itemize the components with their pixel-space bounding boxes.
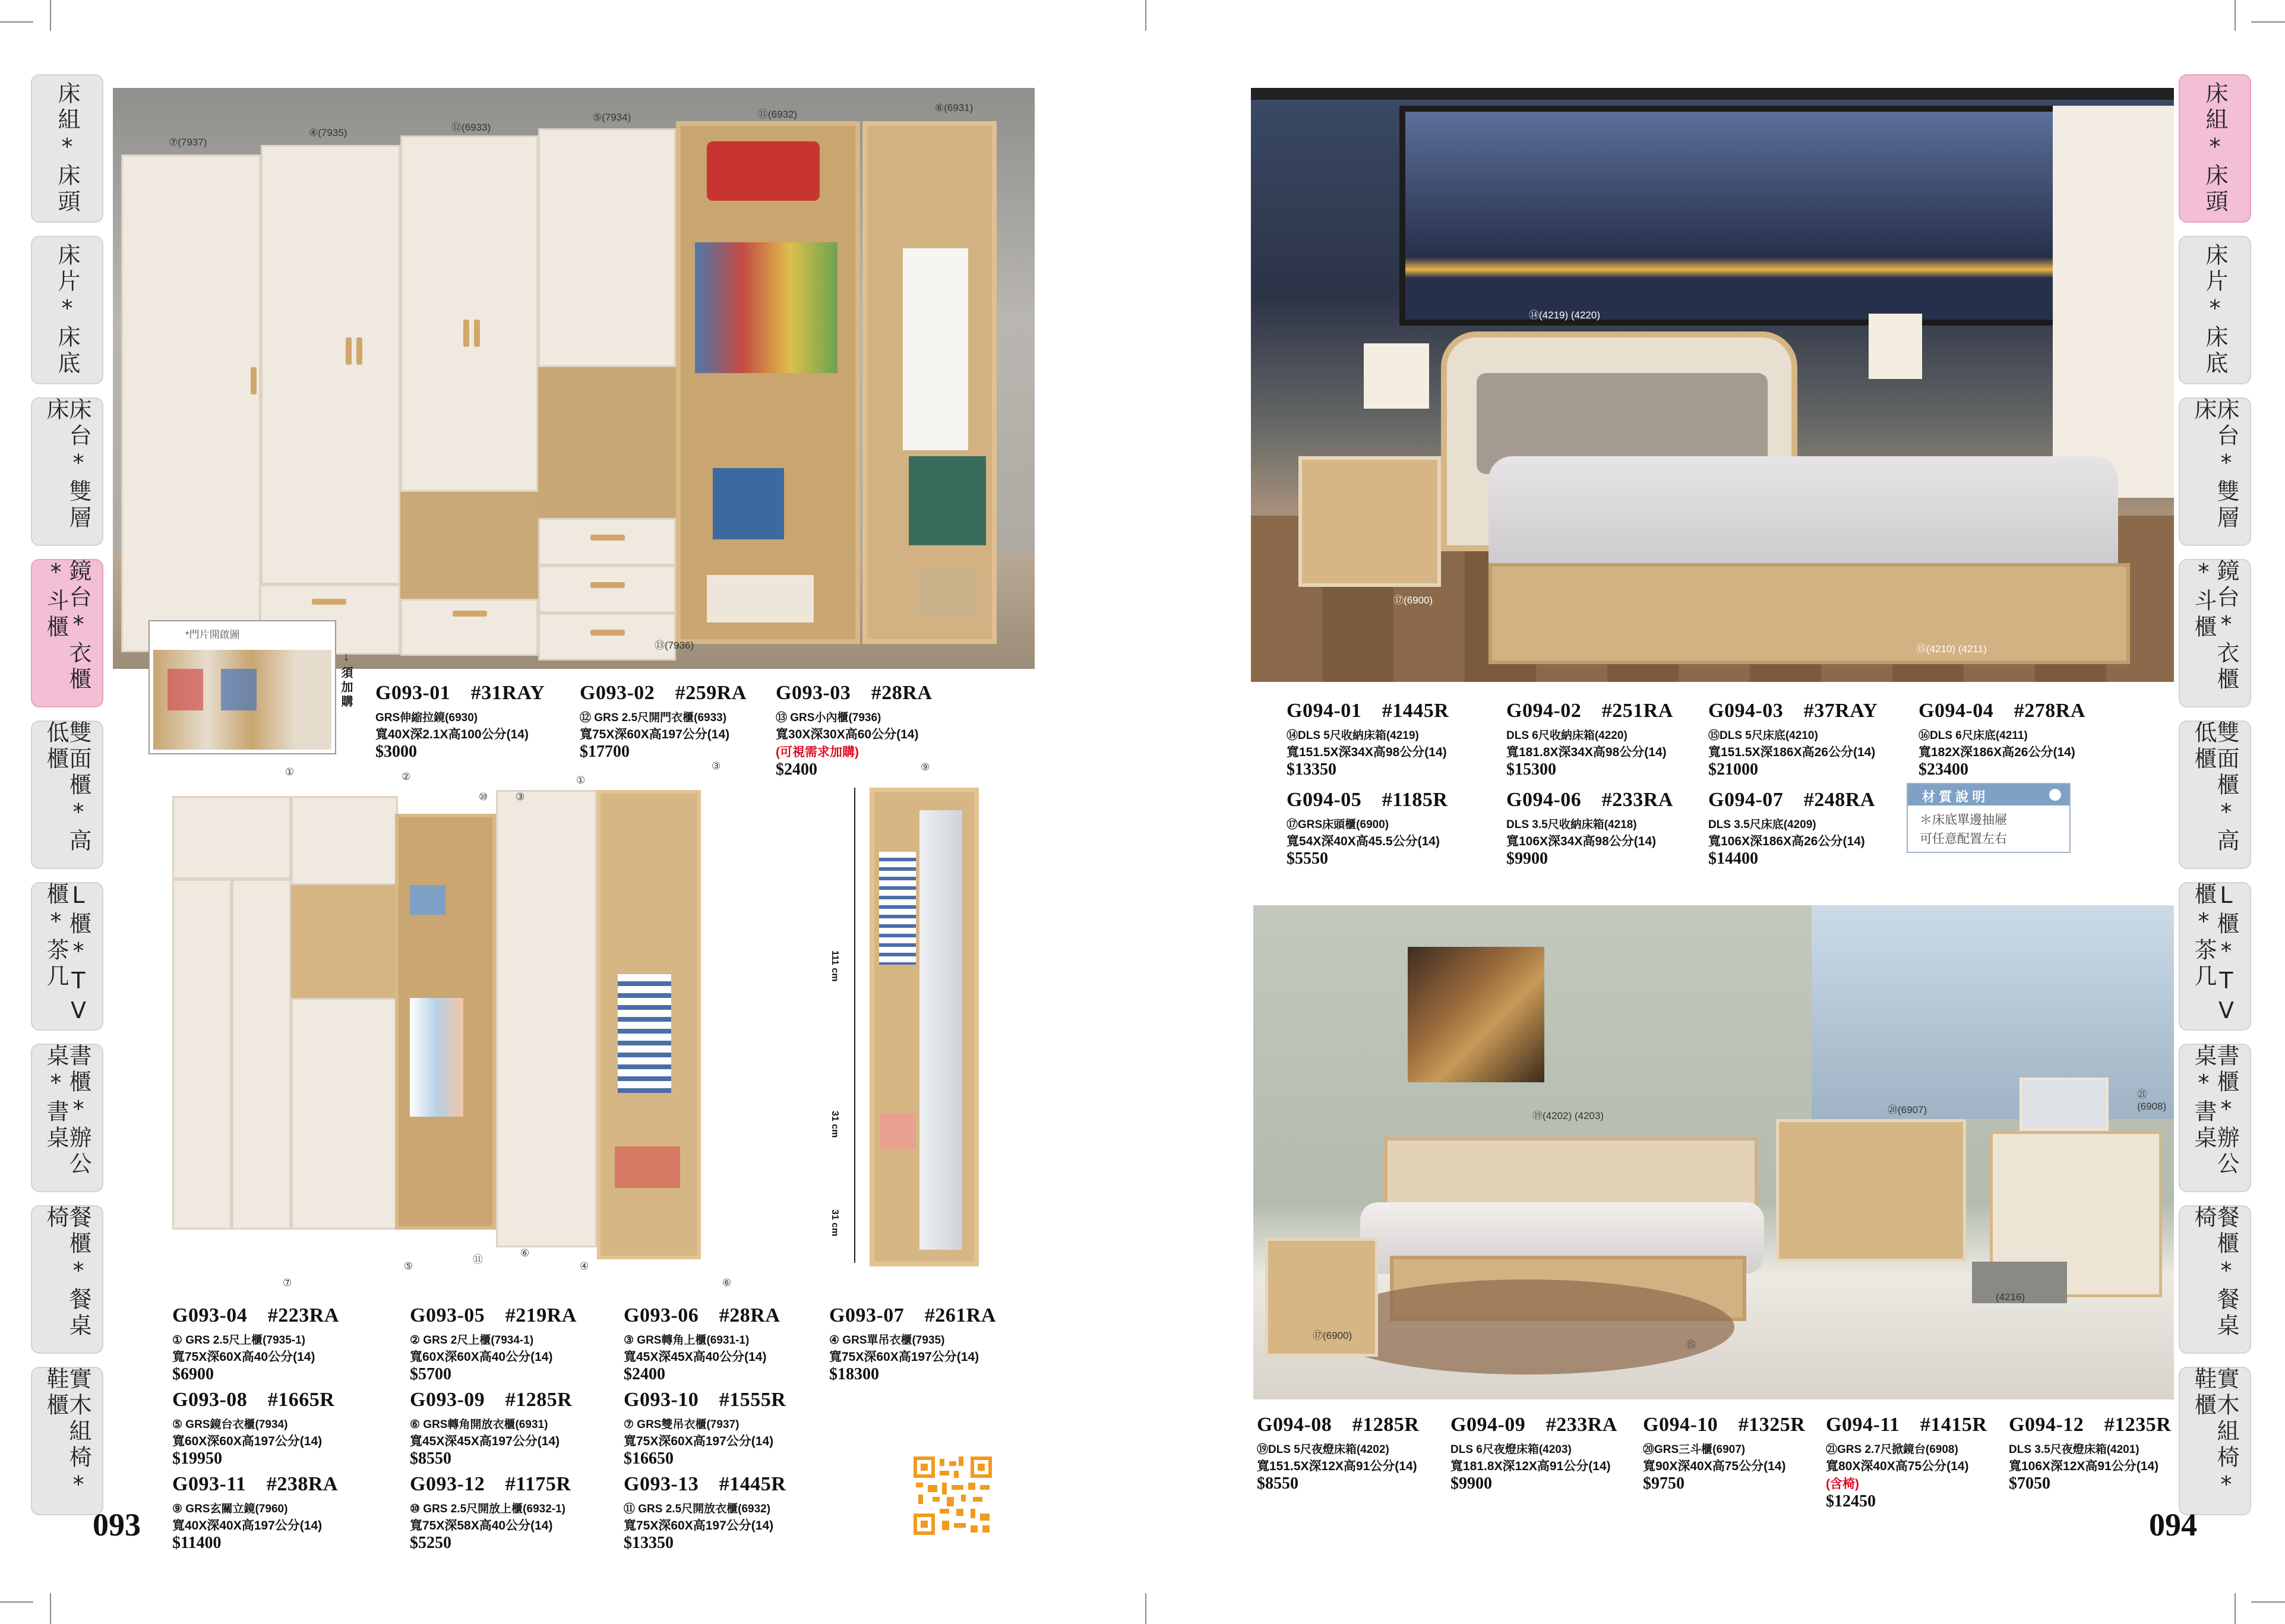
product-dim: 寬106X深12X高91公分(14): [2009, 1459, 2159, 1473]
tab-chair[interactable]: [2179, 1367, 2251, 1515]
crop-mark: [2251, 1601, 2285, 1603]
callout: ②: [402, 771, 411, 782]
tab-desk[interactable]: [2179, 1044, 2251, 1192]
material-line: 可任意配置左右: [1920, 832, 2007, 846]
callout: ⑳(6907): [1888, 1104, 1927, 1116]
callout: ⑦(7937): [169, 137, 207, 148]
product-g094-10[interactable]: [1643, 1408, 1857, 1493]
callout: ⑦: [283, 1277, 292, 1288]
product-code: G094-08 #1285R: [1257, 1414, 1420, 1436]
product-code: G093-08 #1665R: [172, 1389, 335, 1411]
callout: ⑥: [722, 1277, 732, 1288]
product-dim: 寬75X深60X高197公分(14): [829, 1350, 979, 1364]
product-desc: ⑯DLS 6尺床底(4211): [1919, 729, 2028, 742]
product-g093-11[interactable]: [172, 1467, 386, 1553]
product-g093-05[interactable]: [410, 1298, 624, 1384]
product-desc: ② GRS 2尺上櫃(7934-1): [410, 1334, 534, 1347]
product-code: G094-06 #233RA: [1506, 789, 1673, 811]
crop-mark: [50, 1593, 51, 1624]
callout: ㉑ (6908): [2137, 1089, 2167, 1112]
product-dim: 寬45X深45X高197公分(14): [410, 1435, 560, 1448]
product-g094-01[interactable]: [1287, 694, 1500, 779]
crop-mark: [50, 0, 51, 31]
wardrobe-wall-photo: [113, 88, 1035, 669]
product-g093-01[interactable]: [375, 676, 589, 762]
product-price: $8550: [1257, 1474, 1298, 1493]
product-price: $9750: [1643, 1474, 1684, 1493]
callout: ⑬(7936): [655, 640, 694, 651]
product-desc: ④ GRS單吊衣櫃(7935): [829, 1334, 945, 1347]
tab-label: L櫃*TV櫃*茶几: [43, 882, 91, 1027]
product-price: $7050: [2009, 1474, 2050, 1493]
product-g093-13[interactable]: [624, 1467, 837, 1553]
circle-icon: [2049, 789, 2061, 801]
product-desc: DLS 3.5尺收納床箱(4218): [1506, 819, 1637, 831]
product-dim: 寬60X深60X高197公分(14): [172, 1435, 323, 1448]
tab-label: 餐櫃*餐桌椅: [2191, 1205, 2239, 1339]
product-g094-09[interactable]: [1450, 1408, 1664, 1493]
tab-bed-set[interactable]: [2179, 74, 2251, 223]
tab-label: 床台*雙層床: [2191, 397, 2239, 532]
product-price: $9900: [1450, 1474, 1492, 1493]
product-desc: ⑮DLS 5尺床底(4210): [1708, 729, 1818, 742]
callout: ①: [285, 766, 295, 778]
tab-wardrobe[interactable]: [2179, 559, 2251, 707]
tab-wardrobe[interactable]: [31, 559, 103, 707]
product-desc: ⑰GRS床頭櫃(6900): [1287, 819, 1389, 831]
callout: ⑰(6900): [1313, 1330, 1352, 1341]
product-g094-06[interactable]: [1506, 783, 1720, 868]
bedroom-day-photo: [1253, 905, 2174, 1399]
callout: ⑪: [473, 1254, 483, 1265]
tab-cabinet[interactable]: [2179, 721, 2251, 869]
door-open-inset: [148, 620, 336, 754]
product-g094-08[interactable]: [1257, 1408, 1471, 1493]
tab-label: 床組*床頭: [54, 81, 80, 216]
product-price: $21000: [1708, 760, 1758, 779]
product-price: $3000: [375, 743, 417, 761]
callout: ④: [580, 1260, 589, 1272]
tab-cabinet[interactable]: [31, 721, 103, 869]
tab-label: 書櫃*辦公桌*書桌: [43, 1044, 91, 1178]
product-dim: 寬182X深186X高26公分(14): [1919, 745, 2075, 759]
tab-label: 雙面櫃*高低櫃: [2191, 721, 2239, 855]
product-dim: 寬75X深60X高197公分(14): [580, 728, 730, 741]
product-code: G094-03 #37RAY: [1708, 700, 1878, 722]
product-desc: ⑭DLS 5尺收納床箱(4219): [1287, 729, 1419, 742]
product-desc: ⑩ GRS 2.5尺開放上櫃(6932-1): [410, 1503, 565, 1515]
product-price: $9900: [1506, 849, 1548, 868]
tab-label: 鏡台*衣櫃*斗櫃: [2191, 559, 2239, 693]
product-code: G094-11 #1415R: [1826, 1414, 1987, 1436]
tab-bed-set[interactable]: [31, 74, 103, 223]
product-code: G094-12 #1235R: [2009, 1414, 2172, 1436]
callout: ⑫(6933): [451, 122, 491, 133]
product-code: G093-02 #259RA: [580, 682, 747, 704]
product-code: G093-12 #1175R: [410, 1473, 571, 1495]
product-dim: 寬181.8X深12X高91公分(14): [1450, 1459, 1611, 1473]
product-dim: 寬75X深58X高40公分(14): [410, 1519, 553, 1533]
arrow-down-icon: ↓: [343, 650, 349, 663]
product-dim: 寬151.5X深34X高98公分(14): [1287, 745, 1447, 759]
product-code: G094-04 #278RA: [1919, 700, 2085, 722]
crop-mark: [0, 21, 33, 23]
tab-label: 床片*床底: [2202, 243, 2228, 377]
product-price: $2400: [776, 760, 817, 779]
product-desc: DLS 3.5尺床底(4209): [1708, 819, 1816, 831]
tab-label: 床組*床頭: [2202, 81, 2228, 216]
product-desc: ⑤ GRS鏡台衣櫃(7934): [172, 1418, 288, 1431]
product-dim: 寬75X深60X高197公分(14): [624, 1435, 774, 1448]
callout: ⑪(6932): [758, 109, 798, 120]
tab-desk[interactable]: [31, 1044, 103, 1192]
product-g094-11[interactable]: [1826, 1408, 2040, 1511]
product-price: $5250: [410, 1534, 451, 1552]
callout: ④(7935): [309, 127, 347, 138]
product-g093-09[interactable]: [410, 1383, 624, 1468]
product-dim: 寬60X深60X高40公分(14): [410, 1350, 553, 1364]
crop-mark: [1145, 1593, 1146, 1624]
page-number: 094: [2149, 1507, 2197, 1543]
product-code: G093-07 #261RA: [829, 1304, 996, 1326]
crop-mark: [2251, 21, 2285, 23]
callout: ⑤(7934): [593, 112, 631, 123]
product-desc: ⑳GRS三斗櫃(6907): [1643, 1443, 1746, 1456]
product-price: $17700: [580, 743, 630, 761]
product-price: $23400: [1919, 760, 1968, 779]
product-g093-08[interactable]: [172, 1383, 386, 1468]
tab-label: 餐櫃*餐桌椅: [43, 1205, 91, 1339]
product-note: (可視需求加購): [776, 745, 859, 759]
inset-label: *門片開啟圖: [185, 629, 240, 640]
callout: ⑤: [404, 1260, 413, 1272]
product-dim: 寬151.5X深186X高26公分(14): [1708, 745, 1876, 759]
tab-dining[interactable]: [31, 1205, 103, 1354]
mirror-cabinet: [870, 788, 979, 1266]
product-dim: 寬40X深40X高197公分(14): [172, 1519, 323, 1533]
tab-dining[interactable]: [2179, 1205, 2251, 1354]
product-price: $19950: [172, 1449, 222, 1468]
product-desc: ⑨ GRS玄關立鏡(7960): [172, 1503, 288, 1515]
tab-tv[interactable]: [2179, 882, 2251, 1031]
product-desc: ① GRS 2.5尺上櫃(7935-1): [172, 1334, 305, 1347]
product-dim: 寬90X深40X高75公分(14): [1643, 1459, 1786, 1473]
dimension-label: 111 cm: [830, 950, 840, 982]
product-dim: 寬45X深45X高40公分(14): [624, 1350, 767, 1364]
product-g093-12[interactable]: [410, 1467, 624, 1553]
product-g094-07[interactable]: [1708, 783, 1922, 868]
product-desc: DLS 6尺夜燈床箱(4203): [1450, 1443, 1572, 1456]
callout: (4216): [1996, 1291, 2025, 1303]
crop-mark: [2235, 0, 2236, 31]
product-code: G094-07 #248RA: [1708, 789, 1875, 811]
tab-label: 鏡台*衣櫃*斗櫃: [43, 559, 91, 693]
dimension-line: [854, 788, 855, 1263]
bedroom-night-photo: [1251, 88, 2174, 682]
product-price: $11400: [172, 1534, 222, 1552]
product-price: $15300: [1506, 760, 1556, 779]
callout: ⑭(4219) (4220): [1529, 309, 1601, 321]
tab-bed-frame[interactable]: [2179, 397, 2251, 546]
tab-bed-panel[interactable]: [2179, 236, 2251, 384]
product-g094-02[interactable]: [1506, 694, 1720, 779]
product-dim: 寬54X深40X高45.5公分(14): [1287, 835, 1440, 848]
product-desc: ㉑GRS 2.7尺掀鏡台(6908): [1826, 1443, 1958, 1456]
product-price: $5550: [1287, 849, 1328, 868]
material-title: 材 質 說 明: [1922, 789, 1986, 804]
product-g094-03[interactable]: [1708, 694, 1922, 779]
tab-label: 床台*雙層床: [43, 397, 91, 532]
dimension-label: 31 cm: [830, 1209, 840, 1237]
product-price: $5700: [410, 1365, 451, 1383]
product-dim: 寬151.5X深12X高91公分(14): [1257, 1459, 1417, 1473]
product-desc: DLS 3.5尺夜燈床箱(4201): [2009, 1443, 2139, 1456]
product-code: G094-10 #1325R: [1643, 1414, 1806, 1436]
product-code: G093-09 #1285R: [410, 1389, 573, 1411]
callout: ⑩: [479, 791, 488, 802]
product-g093-07[interactable]: [829, 1298, 1043, 1384]
product-dim: 寬30X深30X高60公分(14): [776, 728, 919, 741]
product-g093-04[interactable]: [172, 1298, 386, 1384]
tab-label: 實木組椅*鞋櫃: [2191, 1367, 2239, 1501]
callout: ⑥: [520, 1247, 530, 1259]
product-price: $13350: [624, 1534, 674, 1552]
callout: ③: [516, 791, 525, 802]
callout: ⑲(4202) (4203): [1532, 1110, 1604, 1121]
product-price: $6900: [172, 1365, 214, 1383]
product-desc: ⑦ GRS雙吊衣櫃(7937): [624, 1418, 739, 1431]
product-dim: 寬40X深2.1X高100公分(14): [375, 728, 529, 741]
product-dim: 寬181.8X深34X高98公分(14): [1506, 745, 1667, 759]
product-dim: 寬80X深40X高75公分(14): [1826, 1459, 1969, 1473]
product-g094-12[interactable]: [2009, 1408, 2172, 1493]
material-info-box: [1907, 783, 2071, 853]
callout: ⑰(6900): [1393, 595, 1433, 606]
tab-label: 實木組椅*鞋櫃: [43, 1367, 91, 1501]
product-price: $2400: [624, 1365, 665, 1383]
product-dim: 寬75X深60X高40公分(14): [172, 1350, 315, 1364]
tab-label: 床片*床底: [54, 243, 80, 377]
product-dim: 寬75X深60X高197公分(14): [624, 1519, 774, 1533]
callout: ⑥(6931): [935, 102, 974, 113]
tab-bed-frame[interactable]: [31, 397, 103, 546]
product-price: $8550: [410, 1449, 451, 1468]
callout: ③: [712, 760, 721, 772]
product-desc: ⑲DLS 5尺夜燈床箱(4202): [1257, 1443, 1389, 1456]
product-code: G094-02 #251RA: [1506, 700, 1673, 722]
product-code: G093-11 #238RA: [172, 1473, 338, 1495]
product-price: $18300: [829, 1365, 879, 1383]
tab-label: 書櫃*辦公桌*書桌: [2191, 1044, 2239, 1178]
product-dim: 寬106X深186X高26公分(14): [1708, 835, 1865, 848]
tab-label: L櫃*TV櫃*茶几: [2191, 882, 2239, 1027]
callout: ⑮: [1686, 1339, 1696, 1351]
callout: ①: [576, 775, 586, 786]
product-code: G094-01 #1445R: [1287, 700, 1449, 722]
purchase-note: 須加購: [339, 666, 352, 709]
product-code: G093-03 #28RA: [776, 682, 933, 704]
tab-chair[interactable]: [31, 1367, 103, 1515]
product-g094-04[interactable]: [1919, 694, 2132, 779]
tab-label: 雙面櫃*高低櫃: [43, 721, 91, 855]
product-note: (含椅): [1826, 1477, 1859, 1491]
product-desc: ⑥ GRS轉角開放衣櫃(6931): [410, 1418, 548, 1431]
product-code: G093-04 #223RA: [172, 1304, 339, 1326]
material-line: ＊床底單邊抽屜: [1920, 813, 2007, 827]
product-dim: 寬106X深34X高98公分(14): [1506, 835, 1657, 848]
product-price: $12450: [1826, 1492, 1876, 1511]
product-code: G094-09 #233RA: [1450, 1414, 1617, 1436]
product-code: G093-13 #1445R: [624, 1473, 786, 1495]
crop-mark: [0, 1601, 33, 1603]
product-g093-02[interactable]: [580, 676, 794, 762]
qr-code-icon[interactable]: [914, 1456, 992, 1535]
product-code: G093-01 #31RAY: [375, 682, 545, 704]
product-code: G094-05 #1185R: [1287, 789, 1448, 811]
product-code: G093-05 #219RA: [410, 1304, 577, 1326]
product-g093-06[interactable]: [624, 1298, 837, 1384]
product-code: G093-06 #28RA: [624, 1304, 780, 1326]
product-price: $16650: [624, 1449, 674, 1468]
callout: ⑨: [921, 762, 930, 773]
product-g094-05[interactable]: [1287, 783, 1500, 868]
product-desc: ⑬ GRS小內櫃(7936): [776, 712, 881, 724]
product-desc: ③ GRS轉角上櫃(6931-1): [624, 1334, 750, 1347]
product-desc: ⑫ GRS 2.5尺開門衣櫃(6933): [580, 712, 727, 724]
tab-tv[interactable]: [31, 882, 103, 1031]
crop-mark: [1145, 0, 1146, 31]
callout: ⑮(4210) (4211): [1916, 643, 1987, 655]
dimension-label: 31 cm: [830, 1111, 840, 1138]
page-number: 093: [93, 1507, 141, 1543]
product-g093-10[interactable]: [624, 1383, 837, 1468]
product-price: $14400: [1708, 849, 1758, 868]
product-desc: DLS 6尺收納床箱(4220): [1506, 729, 1627, 742]
crop-mark: [2235, 1593, 2236, 1624]
product-desc: ⑪ GRS 2.5尺開放衣櫃(6932): [624, 1503, 771, 1515]
product-g093-03[interactable]: [776, 676, 990, 779]
product-desc: GRS伸縮拉鏡(6930): [375, 712, 478, 724]
tab-bed-panel[interactable]: [31, 236, 103, 384]
product-price: $13350: [1287, 760, 1336, 779]
product-code: G093-10 #1555R: [624, 1389, 786, 1411]
